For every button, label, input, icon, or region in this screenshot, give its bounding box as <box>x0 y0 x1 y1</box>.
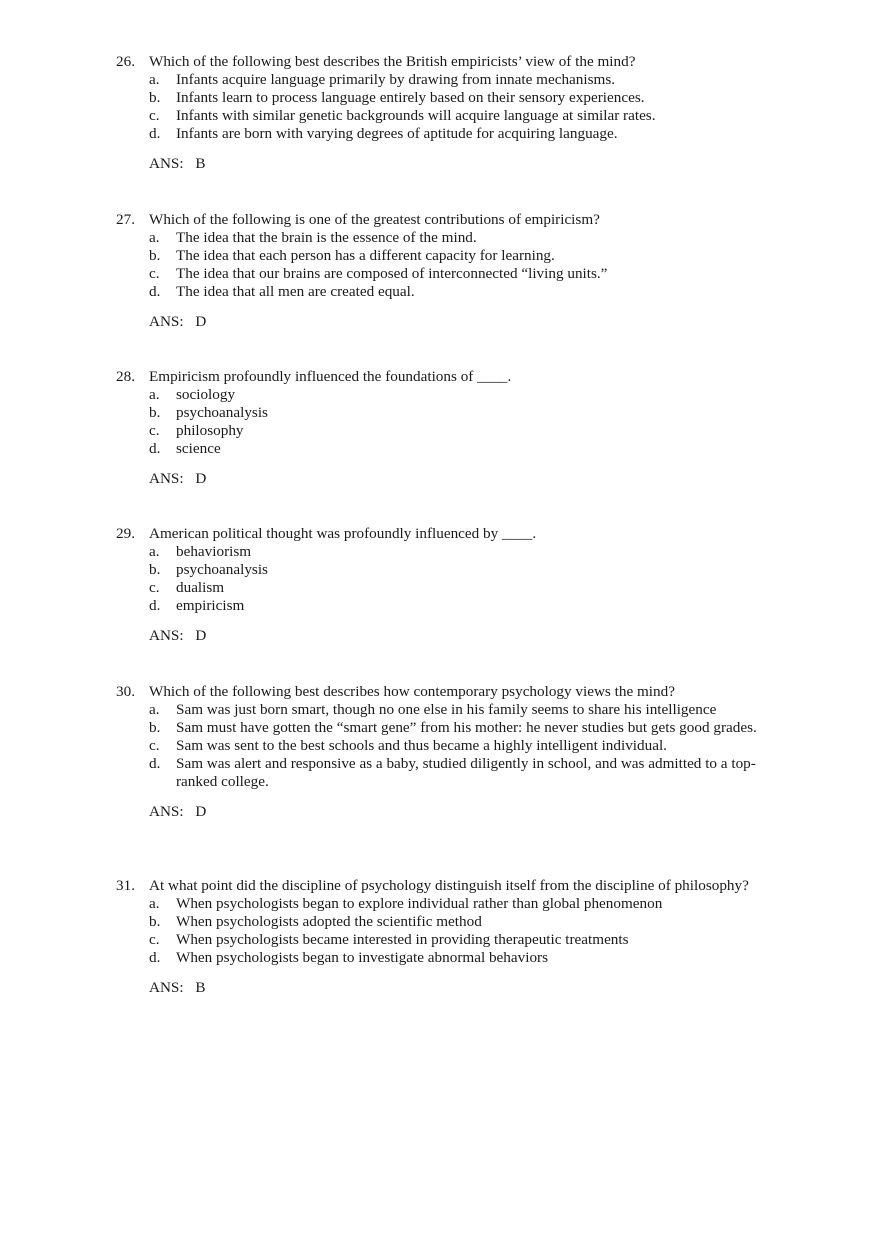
choice-text: Infants learn to process language entirely based on their sensory experiences. <box>176 89 645 106</box>
answer-line <box>116 627 816 645</box>
choice-letter: b. <box>149 247 161 264</box>
choice-c <box>116 737 776 755</box>
choice-text: science <box>176 440 221 457</box>
choice-list <box>116 895 816 967</box>
question-31 <box>116 877 816 997</box>
question-number: 29. <box>116 525 135 542</box>
choice-b <box>116 719 776 737</box>
choice-a <box>116 229 776 247</box>
answer-line <box>116 155 816 173</box>
choice-text: Sam was sent to the best schools and thus became a highly intelligent individual. <box>176 737 667 754</box>
question-text: American political thought was profoundly influenced by ____. <box>149 525 537 542</box>
choice-c <box>116 107 776 125</box>
choice-d <box>116 125 776 143</box>
question-text: Which of the following is one of the greatest contributions of empiricism? <box>149 211 600 228</box>
choice-letter: a. <box>149 71 160 88</box>
question-stem <box>116 877 816 895</box>
choice-a <box>116 71 776 89</box>
choice-letter: a. <box>149 543 160 560</box>
choice-letter: a. <box>149 386 160 403</box>
choice-text: empiricism <box>176 597 245 614</box>
answer-label: ANS: <box>149 313 184 330</box>
choice-letter: a. <box>149 701 160 718</box>
choice-text: Infants acquire language primarily by drawing from innate mechanisms. <box>176 71 616 88</box>
choice-d <box>116 755 776 791</box>
choice-text: When psychologists began to investigate abnormal behaviors <box>176 949 549 966</box>
choice-letter: d. <box>149 597 161 614</box>
question-stem <box>116 211 816 229</box>
choice-text: When psychologists became interested in providing therapeutic treatments <box>176 931 629 948</box>
answer-value: D <box>195 803 207 820</box>
answer-label: ANS: <box>149 979 184 996</box>
choice-list <box>116 701 816 791</box>
choice-text: The idea that the brain is the essence of the mind. <box>176 229 477 246</box>
answer-label: ANS: <box>149 155 184 172</box>
choice-text: psychoanalysis <box>176 561 268 578</box>
choice-text: psychoanalysis <box>176 404 268 421</box>
choice-letter: b. <box>149 719 161 736</box>
choice-text: Sam was alert and responsive as a baby, studied diligently in school, and was admitted to a top-ranked college. <box>176 755 756 790</box>
question-number: 28. <box>116 368 135 385</box>
answer-line <box>116 979 816 997</box>
choice-d <box>116 440 776 458</box>
choice-letter: c. <box>149 931 160 948</box>
choice-c <box>116 579 776 597</box>
question-text: At what point did the discipline of psychology distinguish itself from the discipline of philosophy? <box>149 877 749 894</box>
choice-list <box>116 71 816 143</box>
choice-letter: b. <box>149 913 161 930</box>
choice-text: Infants with similar genetic backgrounds will acquire language at similar rates. <box>176 107 656 124</box>
answer-value: D <box>195 470 207 487</box>
choice-d <box>116 597 776 615</box>
choice-text: When psychologists began to explore individual rather than global phenomenon <box>176 895 663 912</box>
question-26 <box>116 53 816 173</box>
choice-list <box>116 543 816 615</box>
choice-text: Sam must have gotten the “smart gene” from his mother: he never studies but gets good grades. <box>176 719 757 736</box>
question-text: Which of the following best describes the British empiricists’ view of the mind? <box>149 53 636 70</box>
choice-b <box>116 404 776 422</box>
answer-label: ANS: <box>149 470 184 487</box>
choice-text: Sam was just born smart, though no one else in his family seems to share his intelligence <box>176 701 717 718</box>
choice-letter: a. <box>149 895 160 912</box>
choice-text: The idea that all men are created equal. <box>176 283 415 300</box>
choice-text: sociology <box>176 386 236 403</box>
question-28 <box>116 368 816 488</box>
choice-c <box>116 931 776 949</box>
choice-d <box>116 949 776 967</box>
choice-letter: d. <box>149 440 161 457</box>
answer-line <box>116 470 816 488</box>
question-stem <box>116 53 816 71</box>
choice-b <box>116 913 776 931</box>
question-number: 26. <box>116 53 135 70</box>
choice-b <box>116 89 776 107</box>
question-text: Which of the following best describes how contemporary psychology views the mind? <box>149 683 675 700</box>
choice-letter: c. <box>149 107 160 124</box>
choice-list <box>116 386 816 458</box>
question-number: 27. <box>116 211 135 228</box>
choice-c <box>116 265 776 283</box>
choice-text: dualism <box>176 579 225 596</box>
question-number: 30. <box>116 683 135 700</box>
choice-letter: c. <box>149 265 160 282</box>
choice-text: The idea that each person has a different capacity for learning. <box>176 247 555 264</box>
question-27 <box>116 211 816 331</box>
choice-list <box>116 229 816 301</box>
choice-letter: b. <box>149 89 161 106</box>
choice-text: The idea that our brains are composed of interconnected “living units.” <box>176 265 608 282</box>
choice-c <box>116 422 776 440</box>
answer-line <box>116 803 816 821</box>
choice-letter: d. <box>149 755 161 772</box>
choice-text: Infants are born with varying degrees of aptitude for acquiring language. <box>176 125 618 142</box>
answer-value: D <box>195 313 207 330</box>
choice-letter: c. <box>149 737 160 754</box>
choice-letter: b. <box>149 404 161 421</box>
answer-value: B <box>195 979 206 996</box>
choice-text: behaviorism <box>176 543 252 560</box>
choice-letter: a. <box>149 229 160 246</box>
answer-value: D <box>195 627 207 644</box>
choice-letter: b. <box>149 561 161 578</box>
question-number: 31. <box>116 877 135 894</box>
choice-letter: d. <box>149 283 161 300</box>
question-text: Empiricism profoundly influenced the foundations of ____. <box>149 368 512 385</box>
choice-letter: c. <box>149 422 160 439</box>
question-stem <box>116 368 816 386</box>
choice-b <box>116 561 776 579</box>
answer-value: B <box>195 155 206 172</box>
choice-text: philosophy <box>176 422 244 439</box>
choice-b <box>116 247 776 265</box>
choice-a <box>116 701 776 719</box>
question-stem <box>116 683 816 701</box>
answer-line <box>116 313 816 331</box>
choice-a <box>116 543 776 561</box>
choice-letter: c. <box>149 579 160 596</box>
choice-a <box>116 895 776 913</box>
choice-letter: d. <box>149 125 161 142</box>
question-stem <box>116 525 816 543</box>
question-30 <box>116 683 816 821</box>
choice-d <box>116 283 776 301</box>
answer-label: ANS: <box>149 803 184 820</box>
choice-a <box>116 386 776 404</box>
answer-label: ANS: <box>149 627 184 644</box>
choice-text: When psychologists adopted the scientific method <box>176 913 482 930</box>
choice-letter: d. <box>149 949 161 966</box>
question-29 <box>116 525 816 645</box>
